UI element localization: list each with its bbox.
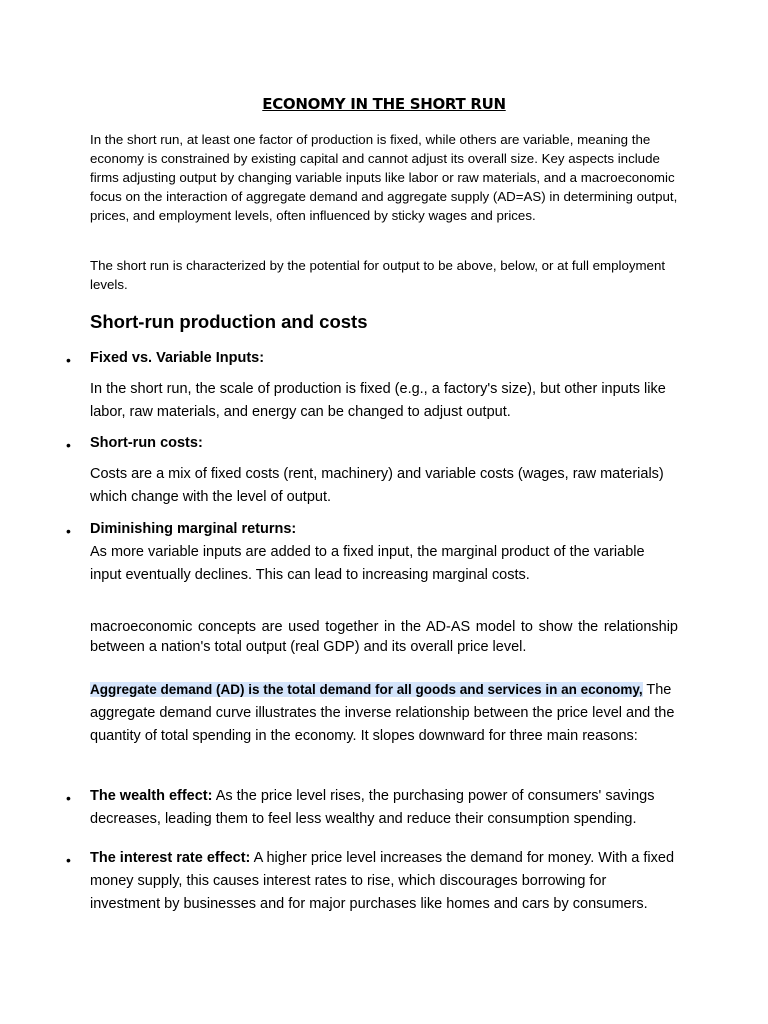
bullet-marker: • [66,437,71,453]
intro-paragraph-1: In the short run, at least one factor of production is fixed, while others are variable, meaning the economy is constrained by existing capital and cannot adjust its overall size. Key aspects include firms adjusting output by changing variable inputs like labor or raw materials, and a macroeconomic focus on the interaction of aggregate demand and aggregate supply (AD=AS) in determining output, prices, and employment levels, often influenced by sticky wages and prices. [90,132,678,223]
wealth-effect-text: As the price level rises, the purchasing power of consumers' savings decreases, leading them to feel less wealthy and reduce their consumption spending. [90,788,655,827]
interest-rate-effect-lead: The interest rate effect: [90,850,251,866]
bullet-marker: • [66,790,71,806]
macro-paragraph: macroeconomic concepts are used together in the AD-AS model to show the relationship between a nation's total output (real GDP) and its overall price level. [90,619,678,655]
aggregate-demand-paragraph [90,678,682,748]
document-title: ECONOMY IN THE SHORT RUN [262,95,506,113]
bullet-text-diminishing-returns: As more variable inputs are added to a fixed input, the marginal product of the variable input eventually declines. This can lead to increasing marginal costs. [90,544,645,583]
bullet-text-fixed-vs-variable: In the short run, the scale of production is fixed (e.g., a factory's size), but other inputs like labor, raw materials, and energy can be changed to adjust output. [90,381,666,420]
bullet-marker: • [66,852,71,868]
ad-paragraph-rest: The aggregate demand curve illustrates the inverse relationship between the price level and the quantity of total spending in the economy. It slopes downward for three main reasons: [90,682,675,744]
wealth-effect-item [90,785,680,831]
highlighted-definition: Aggregate demand (AD) is the total demand for all goods and services in an economy, [90,682,643,697]
bullet-text-short-run-costs: Costs are a mix of fixed costs (rent, machinery) and variable costs (wages, raw materials) which change with the level of output. [90,466,664,505]
intro-paragraph-2: The short run is characterized by the potential for output to be above, below, or at full employment levels. [90,258,666,292]
bullet-marker: • [66,523,71,539]
wealth-effect-lead: The wealth effect: [90,788,213,804]
interest-rate-effect-text: A higher price level increases the demand for money. With a fixed money supply, this causes interest rates to rise, which discourages borrowing for investment by businesses and for major purchases like homes and cars by consumers. [90,850,675,912]
bullet-heading-diminishing-returns: Diminishing marginal returns: [90,521,297,537]
interest-rate-effect-item [90,847,680,916]
section-heading: Short-run production and costs [90,311,368,332]
bullet-marker: • [66,352,71,368]
bullet-heading-fixed-vs-variable: Fixed vs. Variable Inputs: [90,350,265,366]
bullet-heading-short-run-costs: Short-run costs: [90,435,203,451]
